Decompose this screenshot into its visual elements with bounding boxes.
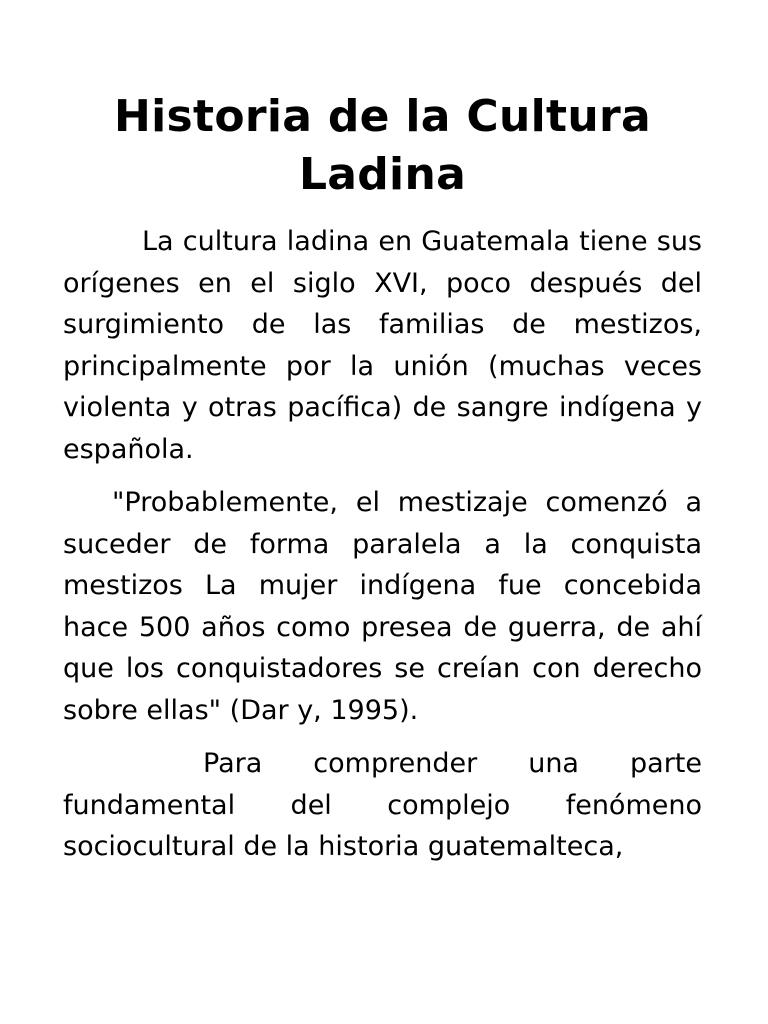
document-title: Historia de la Cultura Ladina bbox=[114, 91, 651, 200]
paragraph-origins: La cultura ladina en Guatemala tiene sus orígenes en el siglo XVI, poco después del surgimiento de las familias de mestizos, principalmente por la unión (muchas veces violenta y otras pacífica) de sangre indígena y española. bbox=[63, 226, 702, 465]
paragraph-quotation: "Probablemente, el mestizaje comenzó a suceder de forma paralela a la conquista mestizos La mujer indígena fue concebida hace 500 años como presea de guerra, de ahí que los conquistadores se creían con derecho sobre ellas" (Dar y, 1995). bbox=[63, 487, 702, 726]
paragraph-sociocultural: Para comprender una parte fundamental del complejo fenómeno sociocultural de la historia guatemalteca, bbox=[63, 748, 702, 862]
